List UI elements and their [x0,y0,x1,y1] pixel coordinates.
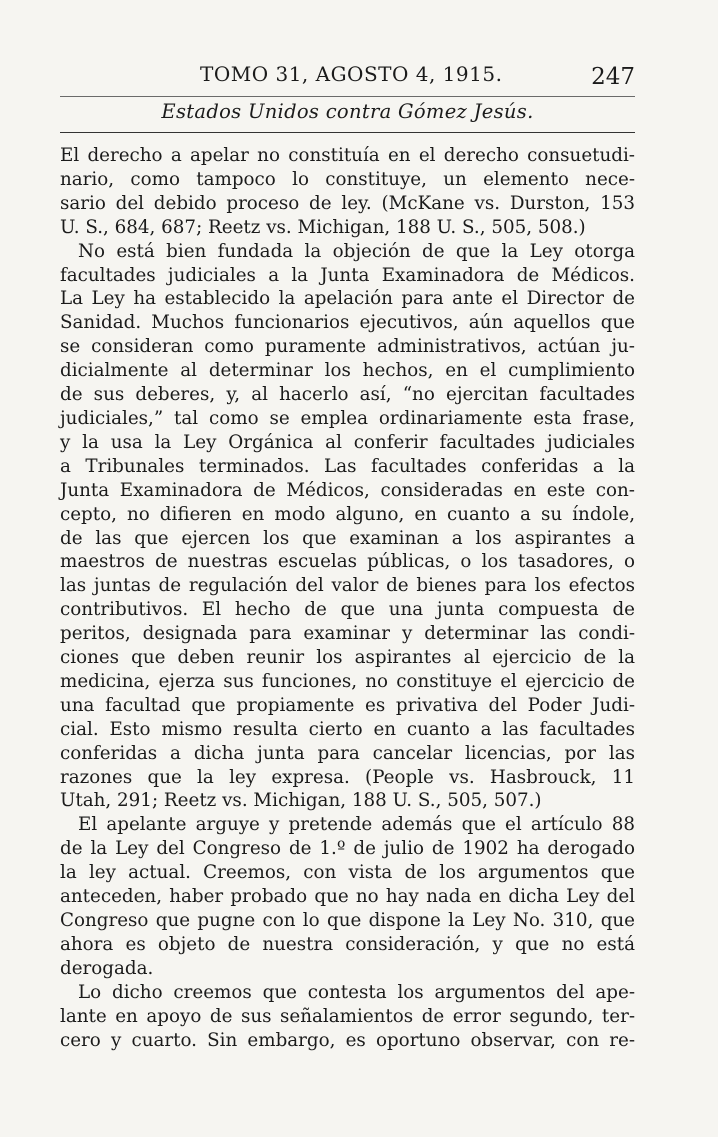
text-line: facultades judiciales a la Junta Examinadora de Médicos. [60,264,635,286]
text-line: conferidas a dicha junta para cancelar licencias, por las [60,742,635,764]
text-line: dicialmente al determinar los hechos, en el cumplimiento [60,360,635,382]
text-line: Congreso que pugne con lo que dispone la Ley No. 310, que [60,910,635,931]
text-line: cepto, no difieren en modo alguno, en cuanto a su índole, [60,503,635,525]
page-number: 247 [591,64,635,90]
text-line: Sanidad. Muchos funcionarios ejecutivos, aún aquellos que [60,312,635,334]
text-line: El apelante arguye y pretende además que el artículo 88 [78,814,635,836]
text-line: ahora es objeto de nuestra consideración, y que no está [60,933,635,955]
text-line: cial. Esto mismo resulta cierto en cuanto a las facultades [60,718,635,740]
volume-date: TOMO 31, AGOSTO 4, 1915. [200,62,503,86]
text-line: de sus deberes, y, al hacerlo así, “no ejercitan facultades [60,384,635,406]
running-head [60,58,635,96]
text-line: nario, como tampoco lo constituye, un elemento nece- [60,168,635,190]
text-line: cero y cuarto. Sin embargo, es oportuno observar, con re- [60,1029,635,1051]
header-rule-bottom [60,132,635,133]
body-text [60,144,635,1052]
text-line: No está bien fundada la objeción de que la Ley otorga [78,240,635,262]
text-line: sario del debido proceso de ley. (McKane vs. Durston, 153 [60,192,635,214]
text-line: ciones que deben reunir los aspirantes al ejercicio de la [60,647,635,669]
text-line: se consideran como puramente administrativos, actúan ju- [60,336,635,358]
text-line: derogada. [60,957,154,979]
text-line: La Ley ha establecido la apelación para ante el Director de [60,288,635,310]
text-line: U. S., 684, 687; Reetz vs. Michigan, 188 U. S., 505, 508.) [60,216,586,238]
text-line: de la Ley del Congreso de 1.º de julio de 1902 ha derogado [60,838,635,860]
text-line: razones que la ley expresa. (People vs. Hasbrouck, 11 [60,766,635,788]
case-title: Estados Unidos contra Gómez Jesús. [161,100,534,123]
text-line: lante en apoyo de sus señalamientos de error segundo, ter- [60,1005,635,1027]
text-line: una facultad que propiamente es privativa del Poder Judi- [60,694,635,716]
text-line: las juntas de regulación del valor de bienes para los efectos [60,575,635,597]
text-line: Utah, 291; Reetz vs. Michigan, 188 U. S., 505, 507.) [60,790,542,812]
text-line: maestros de nuestras escuelas públicas, o los tasadores, o [60,551,635,573]
text-line: y la usa la Ley Orgánica al conferir facultades judiciales [60,431,635,453]
text-line: anteceden, haber probado que no hay nada en dicha Ley del [60,886,635,908]
text-line: contributivos. El hecho de que una junta compuesta de [60,599,635,621]
header-rule-top [60,96,635,97]
text-line: a Tribunales terminados. Las facultades conferidas a la [60,455,635,477]
text-line: Lo dicho creemos que contesta los argumentos del ape- [78,981,635,1003]
text-line: El derecho a apelar no constituía en el derecho consuetudi- [60,145,635,166]
text-line: medicina, ejerza sus funciones, no constituye el ejercicio de [60,670,635,692]
text-line: Junta Examinadora de Médicos, consideradas en este con- [60,479,635,501]
text-line: judiciales,” tal como se emplea ordinariamente esta frase, [60,407,635,429]
text-line: de las que ejercen los que examinan a los aspirantes a [60,527,635,549]
text-line: peritos, designada para examinar y determinar las condi- [60,623,635,645]
text-line: la ley actual. Creemos, con vista de los argumentos que [60,862,635,884]
